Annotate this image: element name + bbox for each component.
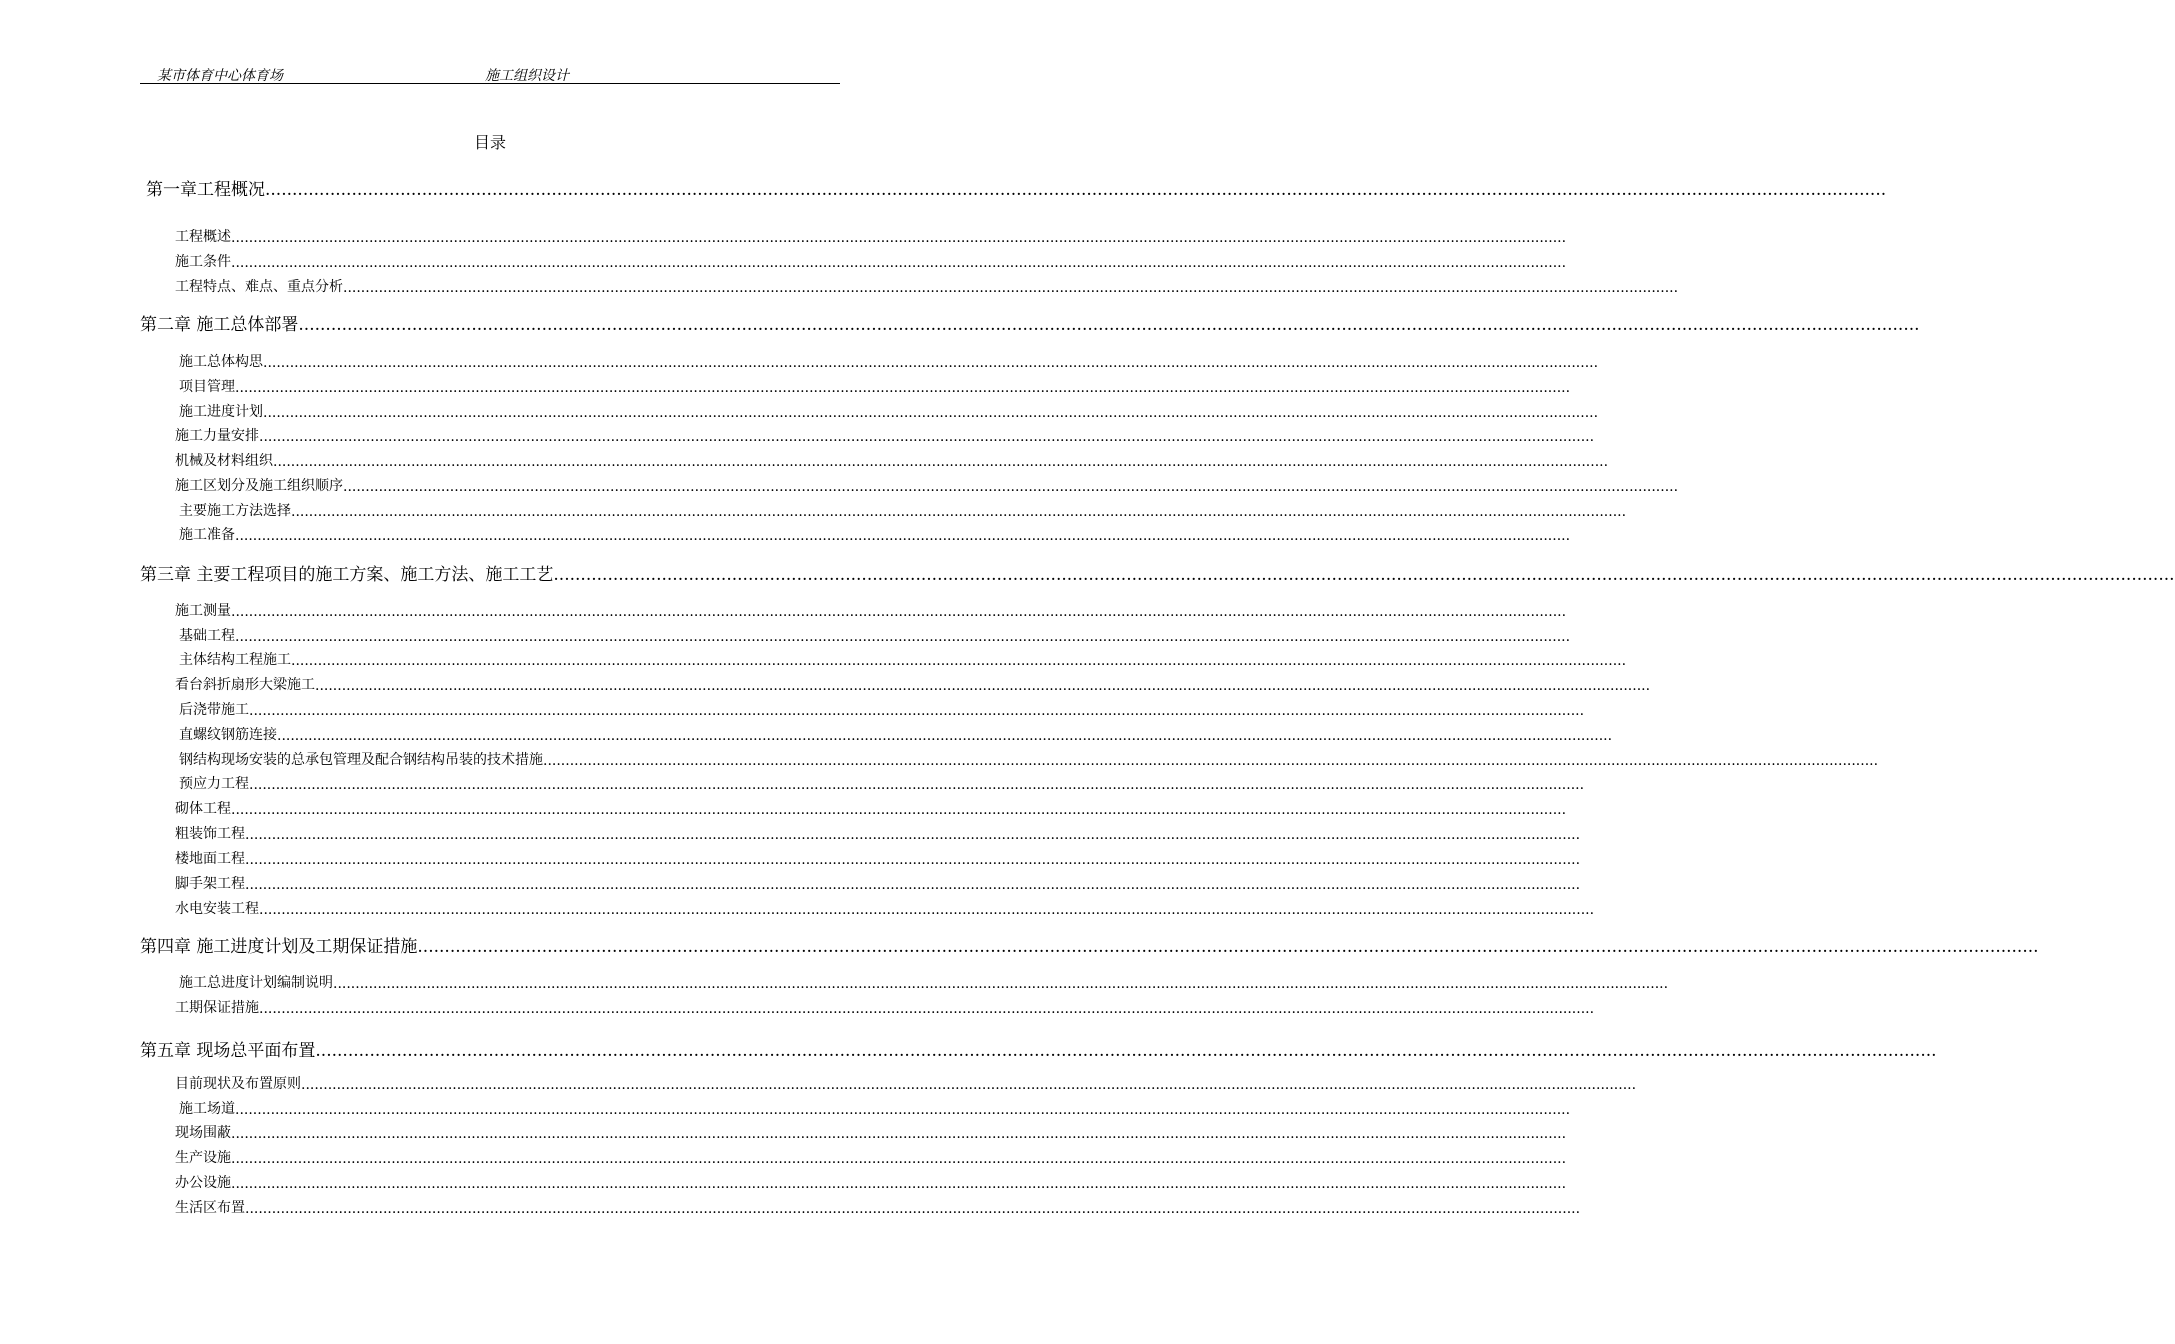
toc-dot-leader: ............................................................................................................................................................................................................................................................................................................: [291, 504, 1627, 520]
toc-dot-leader: ............................................................................................................................................................................................................................................................................................................: [291, 653, 1627, 669]
toc-section-entry[interactable]: [179, 649, 1627, 669]
toc-section-entry[interactable]: [175, 251, 1567, 271]
toc-dot-leader: ............................................................................................................................................................................................................................................................................................................: [235, 1102, 1571, 1118]
toc-entry-label: 基础工程: [179, 628, 235, 644]
toc-dot-leader: ............................................................................................................................................................................................................................................................................................................: [263, 355, 1599, 371]
toc-dot-leader: ............................................................................................................................................................................................................................................................................................................: [231, 230, 1567, 246]
toc-entry-label: 生活区布置: [175, 1200, 245, 1216]
toc-dot-leader: ............................................................................................................................................................................................................................................................................................................: [231, 802, 1567, 818]
toc-section-entry[interactable]: [175, 1073, 1637, 1093]
toc-entry-label: 第二章 施工总体部署: [140, 315, 299, 335]
toc-dot-leader: ............................................................................................................................................................................................................................................................................................................: [231, 604, 1567, 620]
toc-entry-label: 施工测量: [175, 603, 231, 619]
toc-section-entry[interactable]: [175, 997, 1595, 1017]
toc-section-entry[interactable]: [179, 401, 1599, 421]
toc-section-entry[interactable]: [179, 351, 1599, 371]
toc-section-entry[interactable]: [175, 475, 1679, 495]
toc-entry-label: 施工总进度计划编制说明: [179, 975, 333, 991]
toc-section-entry[interactable]: [175, 823, 1581, 843]
toc-entry-label: 施工力量安排: [175, 428, 259, 444]
toc-section-entry[interactable]: [175, 898, 1595, 918]
toc-dot-leader: ............................................................................................................................................................................................................................................................................................................: [245, 1201, 1581, 1217]
toc-entry-label: 目前现状及布置原则: [175, 1076, 301, 1092]
toc-dot-leader: ............................................................................................................................................................................................................................................................................................................: [235, 629, 1571, 645]
toc-entry-label: 工期保证措施: [175, 1000, 259, 1016]
toc-entry-label: 工程概述: [175, 229, 231, 245]
toc-section-entry[interactable]: [179, 500, 1627, 520]
toc-dot-leader: ............................................................................................................................................................................................................................................................................................................: [259, 429, 1595, 445]
toc-section-entry[interactable]: [175, 1147, 1567, 1167]
toc-dot-leader: ............................................................................................................................................................................................................................................................................................................: [245, 827, 1581, 843]
toc-dot-leader: ............................................................................................................................................................................................................................................................................................................: [273, 454, 1609, 470]
toc-section-entry[interactable]: [175, 425, 1595, 445]
toc-section-entry[interactable]: [175, 848, 1581, 868]
toc-entry-label: 看台斜折扇形大梁施工: [175, 677, 315, 693]
toc-entry-label: 第三章 主要工程项目的施工方案、施工方法、施工工艺: [140, 565, 554, 585]
page-header: [140, 63, 840, 84]
toc-dot-leader: ............................................................................................................................................................................................................................................................................................................: [249, 777, 1585, 793]
toc-entry-label: 砌体工程: [175, 801, 231, 817]
toc-section-entry[interactable]: [175, 276, 1679, 296]
toc-chapter-entry[interactable]: [140, 933, 2039, 957]
toc-dot-leader: ............................................................................................................................................................................................................................................................................................................: [259, 902, 1595, 918]
toc-entry-label: 第一章工程概况: [146, 180, 265, 200]
toc-dot-leader: ............................................................................................................................................................................................................................................................................................................: [277, 728, 1613, 744]
toc-dot-leader: ............................................................................................................................................................................................................................................................................................................: [235, 528, 1571, 544]
toc-section-entry[interactable]: [175, 1122, 1567, 1142]
toc-entry-label: 施工区划分及施工组织顺序: [175, 478, 343, 494]
toc-chapter-entry[interactable]: [140, 311, 1920, 335]
toc-chapter-entry[interactable]: [146, 176, 1887, 200]
toc-entry-label: 水电安装工程: [175, 901, 259, 917]
toc-dot-leader: ............................................................................................................................................................................................................................................................................................................: [231, 1126, 1567, 1142]
toc-entry-label: 钢结构现场安装的总承包管理及配合钢结构吊装的技术措施: [179, 752, 543, 768]
toc-section-entry[interactable]: [175, 798, 1567, 818]
toc-section-entry[interactable]: [179, 524, 1571, 544]
toc-entry-label: 主体结构工程施工: [179, 652, 291, 668]
toc-section-entry[interactable]: [175, 600, 1567, 620]
toc-dot-leader: ............................................................................................................................................................................................................................................................................................................: [231, 1151, 1567, 1167]
toc-entry-label: 办公设施: [175, 1175, 231, 1191]
toc-entry-label: 脚手架工程: [175, 876, 245, 892]
toc-dot-leader: ............................................................................................................................................................................................................................................................................................................: [245, 877, 1581, 893]
toc-dot-leader: ............................................................................................................................................................................................................................................................................................................: [553, 565, 2175, 585]
toc-entry-label: 现场围蔽: [175, 1125, 231, 1141]
toc-entry-label: 后浇带施工: [179, 702, 249, 718]
toc-dot-leader: ............................................................................................................................................................................................................................................................................................................: [417, 937, 2039, 957]
toc-section-entry[interactable]: [175, 873, 1581, 893]
toc-section-entry[interactable]: [179, 972, 1669, 992]
toc-dot-leader: ............................................................................................................................................................................................................................................................................................................: [298, 315, 1920, 335]
toc-entry-label: 施工场道: [179, 1101, 235, 1117]
toc-dot-leader: ............................................................................................................................................................................................................................................................................................................: [543, 753, 1879, 769]
toc-entry-label: 施工进度计划: [179, 404, 263, 420]
toc-dot-leader: ............................................................................................................................................................................................................................................................................................................: [315, 1041, 1937, 1061]
toc-entry-label: 项目管理: [179, 379, 235, 395]
toc-section-entry[interactable]: [175, 226, 1567, 246]
toc-dot-leader: ............................................................................................................................................................................................................................................................................................................: [263, 405, 1599, 421]
toc-section-entry[interactable]: [179, 625, 1571, 645]
toc-entry-label: 第五章 现场总平面布置: [140, 1041, 316, 1061]
toc-chapter-entry[interactable]: [140, 1037, 1937, 1061]
toc-title: 目录: [473, 133, 506, 152]
toc-entry-label: 施工准备: [179, 527, 235, 543]
toc-section-entry[interactable]: [175, 674, 1651, 694]
toc-dot-leader: ............................................................................................................................................................................................................................................................................................................: [231, 255, 1567, 271]
toc-dot-leader: ............................................................................................................................................................................................................................................................................................................: [343, 280, 1679, 296]
toc-section-entry[interactable]: [175, 1197, 1581, 1217]
toc-dot-leader: ............................................................................................................................................................................................................................................................................................................: [333, 976, 1669, 992]
toc-entry-label: 第四章 施工进度计划及工期保证措施: [140, 937, 418, 957]
toc-section-entry[interactable]: [175, 450, 1609, 470]
toc-entry-label: 粗装饰工程: [175, 826, 245, 842]
toc-section-entry[interactable]: [179, 1098, 1571, 1118]
toc-dot-leader: ............................................................................................................................................................................................................................................................................................................: [249, 703, 1585, 719]
toc-entry-label: 楼地面工程: [175, 851, 245, 867]
toc-dot-leader: ............................................................................................................................................................................................................................................................................................................: [315, 678, 1651, 694]
toc-dot-leader: ............................................................................................................................................................................................................................................................................................................: [265, 180, 1887, 200]
toc-section-entry[interactable]: [175, 1172, 1567, 1192]
toc-dot-leader: ............................................................................................................................................................................................................................................................................................................: [301, 1077, 1637, 1093]
toc-entry-label: 生产设施: [175, 1150, 231, 1166]
toc-section-entry[interactable]: [179, 699, 1585, 719]
header-document-type: 施工组织设计: [485, 68, 569, 84]
toc-dot-leader: ............................................................................................................................................................................................................................................................................................................: [235, 380, 1571, 396]
toc-entry-label: 施工总体构思: [179, 354, 263, 370]
toc-section-entry[interactable]: [179, 773, 1585, 793]
toc-entry-label: 预应力工程: [179, 776, 249, 792]
toc-entry-label: 直螺纹钢筋连接: [179, 727, 277, 743]
toc-dot-leader: ............................................................................................................................................................................................................................................................................................................: [245, 852, 1581, 868]
toc-dot-leader: ............................................................................................................................................................................................................................................................................................................: [343, 479, 1679, 495]
toc-entry-label: 机械及材料组织: [175, 453, 273, 469]
toc-section-entry[interactable]: [179, 749, 1879, 769]
header-project-name: 某市体育中心体育场: [157, 68, 283, 84]
toc-dot-leader: ............................................................................................................................................................................................................................................................................................................: [259, 1001, 1595, 1017]
toc-entry-label: 工程特点、难点、重点分析: [175, 279, 343, 295]
toc-entry-label: 施工条件: [175, 254, 231, 270]
toc-chapter-entry[interactable]: [140, 561, 2175, 585]
toc-section-entry[interactable]: [179, 724, 1613, 744]
toc-entry-label: 主要施工方法选择: [179, 503, 291, 519]
toc-section-entry[interactable]: [179, 376, 1571, 396]
toc-dot-leader: ............................................................................................................................................................................................................................................................................................................: [231, 1176, 1567, 1192]
